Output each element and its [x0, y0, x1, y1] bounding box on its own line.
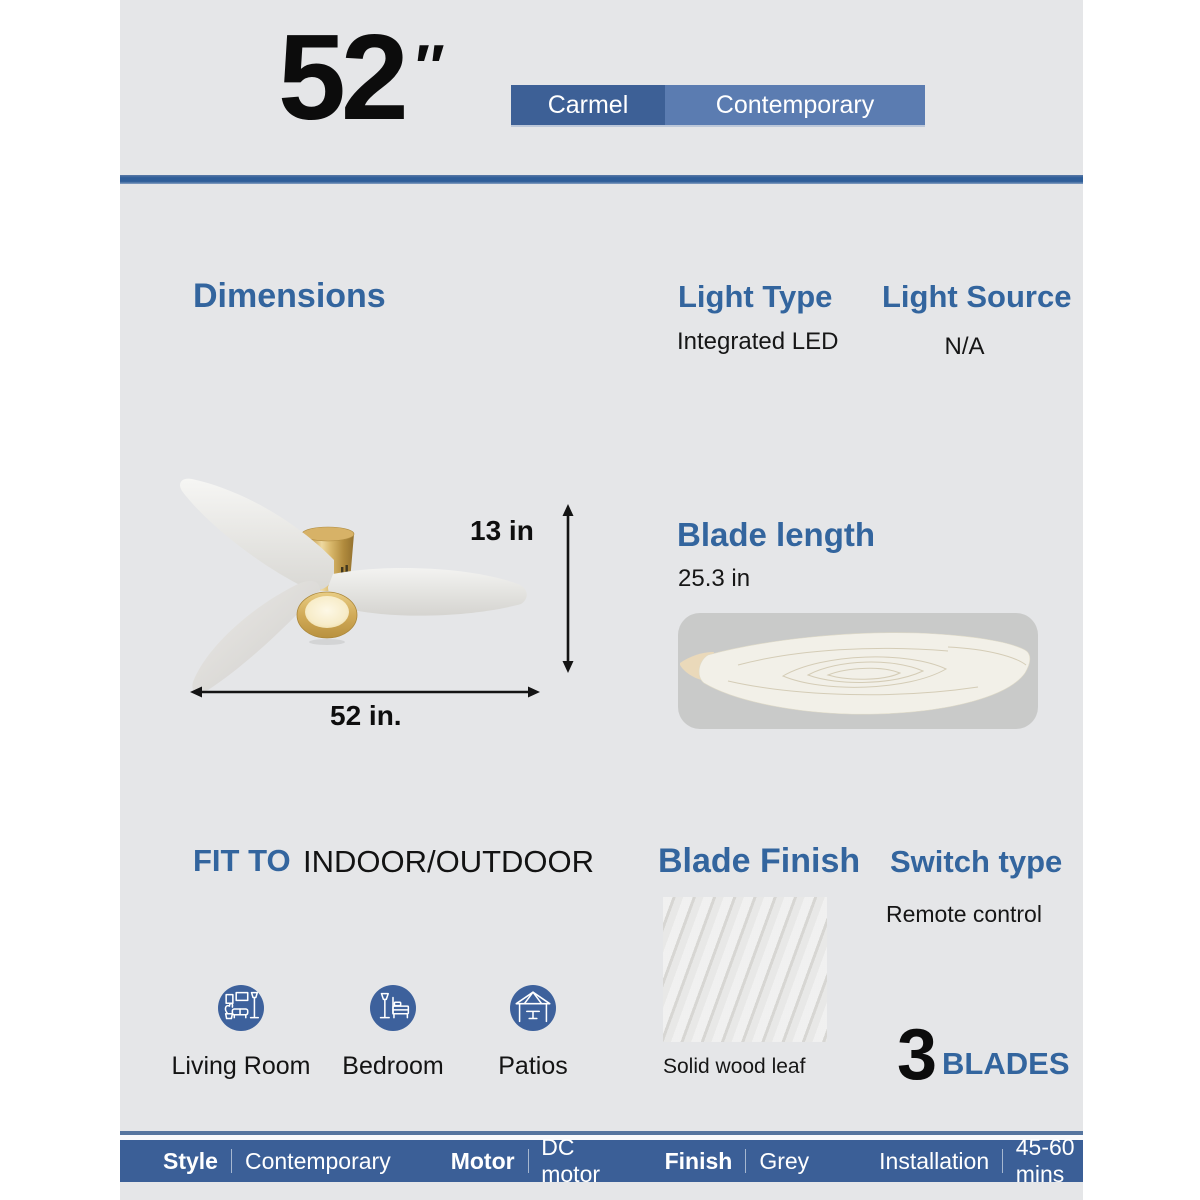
- living-room-icon: [218, 985, 264, 1031]
- model-style: Contemporary: [665, 85, 925, 125]
- room-patio: [458, 985, 608, 1081]
- bedroom-icon: [370, 985, 416, 1031]
- blade-finish-swatch: [663, 897, 827, 1042]
- room-living: [166, 985, 316, 1081]
- footer-separator: [745, 1149, 746, 1173]
- fan-size-number: 52: [278, 9, 404, 145]
- footer-label: Motor: [450, 1147, 515, 1174]
- blade-count-number: 3: [897, 1015, 938, 1095]
- footer-value: Grey: [759, 1147, 810, 1174]
- blade-finish-caption: Solid wood leaf: [663, 1055, 806, 1078]
- light-source-title: Light Source: [882, 279, 1072, 314]
- footer-separator: [231, 1149, 232, 1173]
- model-badge: [511, 85, 925, 125]
- height-dimension-label: 13 in: [470, 515, 534, 546]
- footer-label: Installation: [879, 1147, 990, 1174]
- fan-blades: [180, 479, 527, 694]
- blade-length-value: 25.3 in: [678, 565, 751, 592]
- width-dimension-label: 52 in.: [330, 700, 402, 731]
- footer-value: 45-60 mins: [1015, 1134, 1075, 1187]
- fan-size-title: [278, 9, 442, 145]
- footer-item-installation: [879, 1134, 1083, 1188]
- header-divider: [120, 175, 1083, 184]
- room-bedroom: [318, 985, 468, 1081]
- footer-separator: [528, 1149, 529, 1173]
- blade-count: [897, 1015, 1070, 1095]
- blade-length-title: Blade length: [677, 516, 876, 553]
- fan-ring-light: [297, 592, 357, 645]
- footer-item-finish: [665, 1148, 810, 1175]
- footer-value: DC motor: [541, 1134, 601, 1187]
- room-label: Bedroom: [342, 1052, 444, 1080]
- footer-label: Style: [163, 1147, 218, 1174]
- footer-value: Contemporary: [244, 1147, 391, 1174]
- footer-label: Finish: [664, 1147, 733, 1174]
- patio-icon: [510, 985, 556, 1031]
- footer-item-motor: [451, 1134, 605, 1188]
- room-label: Patios: [498, 1052, 568, 1080]
- light-source-value: N/A: [944, 333, 985, 360]
- room-label: Living Room: [171, 1052, 311, 1080]
- inch-prime-mark: ″: [411, 33, 442, 102]
- footer-item-style: [163, 1148, 391, 1175]
- switch-type-title: Switch type: [890, 844, 1063, 879]
- switch-type-value: Remote control: [886, 901, 1042, 927]
- dimensions-title: Dimensions: [193, 277, 386, 315]
- blade-finish-title: Blade Finish: [658, 842, 861, 880]
- fit-to-value: INDOOR/OUTDOOR: [303, 844, 595, 879]
- blade-count-label: BLADES: [942, 1046, 1070, 1082]
- light-type-title: Light Type: [678, 279, 833, 314]
- blade-photo: [678, 613, 1038, 729]
- footer-spec-bar: [120, 1134, 1083, 1187]
- ceiling-fan-image: [168, 468, 640, 768]
- model-name: Carmel: [511, 85, 665, 125]
- light-type-value: Integrated LED: [677, 328, 839, 355]
- footer-separator: [1002, 1149, 1003, 1173]
- fit-to-title: FIT TO: [193, 843, 291, 878]
